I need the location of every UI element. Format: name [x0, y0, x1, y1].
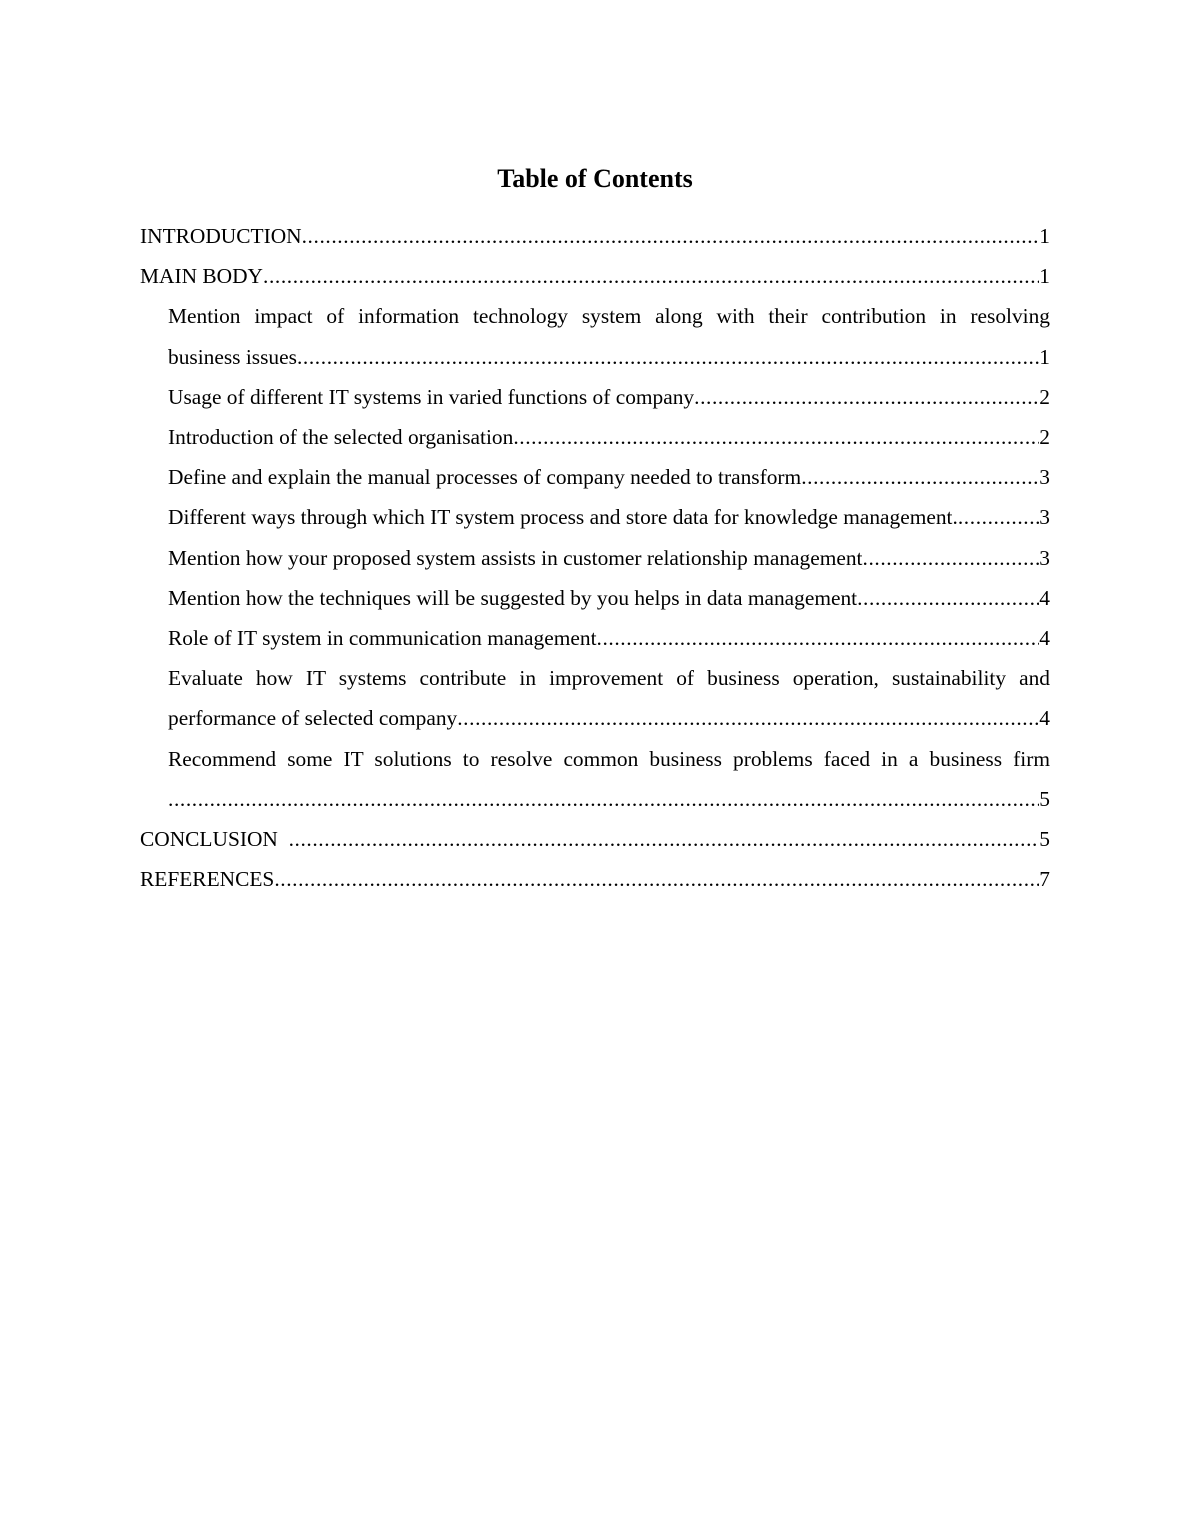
toc-entry-label: INTRODUCTION — [140, 224, 302, 248]
toc-page-number: 3 — [1039, 505, 1050, 530]
toc-page-number: 4 — [1039, 585, 1050, 610]
toc-entry-label: Mention how the techniques will be suggested by you helps in data management — [168, 585, 858, 610]
toc-page-number: 2 — [1039, 384, 1050, 409]
toc-entry-label: CONCLUSION — [140, 827, 289, 852]
toc-entry-usage-of-it-systems[interactable] — [140, 377, 1050, 417]
toc-entry-label-line-1: Mention impact of information technology system along with their contribution in resolving — [168, 304, 1050, 329]
toc-entry-impact-of-it-system[interactable] — [140, 296, 1050, 376]
toc-entry-label: Introduction of the selected organisation — [168, 425, 514, 450]
table-of-contents — [140, 216, 1050, 899]
toc-page-number: 3 — [1039, 545, 1050, 570]
toc-entry-label: Mention how your proposed system assists in customer relationship management — [168, 545, 863, 570]
toc-page-number: 7 — [1039, 867, 1050, 892]
toc-page-number: 3 — [1039, 465, 1050, 490]
toc-page-number: 2 — [1039, 425, 1050, 450]
toc-page-number: 4 — [1039, 706, 1050, 731]
toc-page-number: 5 — [1039, 827, 1050, 852]
dot-leader — [289, 819, 1040, 859]
dot-leader — [263, 256, 1039, 296]
toc-entry-label: Different ways through which IT system process and store data for knowledge management. — [168, 505, 958, 530]
dot-leader — [857, 578, 1039, 618]
dot-leader — [958, 497, 1039, 537]
dot-leader — [863, 538, 1040, 578]
toc-page-number: 1 — [1039, 344, 1050, 369]
dot-leader — [297, 337, 1039, 377]
toc-page-number: 5 — [1039, 786, 1050, 811]
dot-leader — [274, 859, 1039, 899]
toc-page-number: 1 — [1039, 224, 1050, 248]
toc-entry-label: Usage of different IT systems in varied functions of company — [168, 384, 695, 409]
toc-entry-label-line-2: performance of selected company — [168, 706, 458, 731]
toc-entry-label: Define and explain the manual processes of company needed to transform — [168, 465, 802, 490]
toc-entry-main-body[interactable] — [140, 256, 1050, 296]
dot-leader — [694, 377, 1039, 417]
toc-entry-introduction-of-organisation[interactable] — [140, 417, 1050, 457]
toc-entry-communication-management[interactable] — [140, 618, 1050, 658]
toc-entry-references[interactable] — [140, 859, 1050, 899]
dot-leader — [597, 618, 1040, 658]
toc-entry-introduction[interactable] — [140, 216, 1050, 256]
toc-page-number: 4 — [1039, 626, 1050, 651]
toc-entry-label: REFERENCES — [140, 867, 275, 892]
dot-leader — [168, 779, 1039, 819]
dot-leader — [801, 457, 1039, 497]
dot-leader — [457, 698, 1039, 738]
dot-leader — [513, 417, 1039, 457]
toc-entry-label: Role of IT system in communication management — [168, 626, 597, 651]
toc-entry-recommend-it-solutions[interactable] — [140, 739, 1050, 819]
toc-entry-label-line-2: business issues — [168, 344, 297, 369]
toc-entry-label: MAIN BODY — [140, 264, 263, 289]
toc-entry-customer-relationship-management[interactable] — [140, 538, 1050, 578]
toc-entry-data-management[interactable] — [140, 578, 1050, 618]
toc-entry-label-line-1: Recommend some IT solutions to resolve common business problems faced in a business firm — [168, 746, 1050, 771]
dot-leader — [302, 216, 1040, 256]
toc-entry-conclusion[interactable] — [140, 819, 1050, 859]
toc-page-number: 1 — [1039, 264, 1050, 289]
toc-entry-manual-processes[interactable] — [140, 457, 1050, 497]
toc-entry-evaluate-it-systems[interactable] — [140, 658, 1050, 738]
toc-title: Table of Contents — [497, 164, 693, 193]
toc-entry-label-line-1: Evaluate how IT systems contribute in improvement of business operation, sustainability and — [168, 666, 1050, 691]
toc-entry-knowledge-management[interactable] — [140, 497, 1050, 537]
